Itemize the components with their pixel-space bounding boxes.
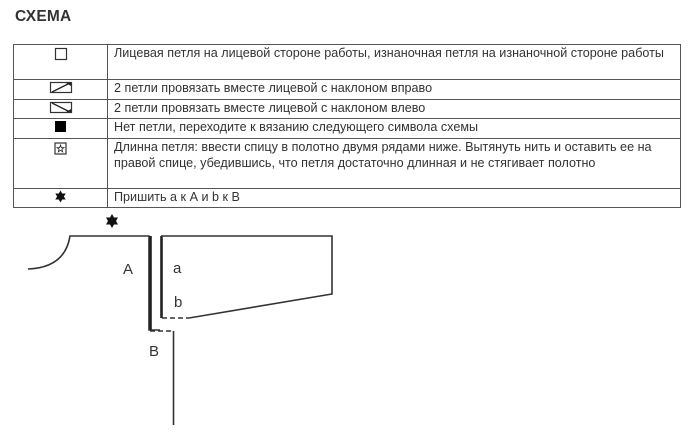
legend-text: Лицевая петля на лицевой стороне работы, изнаночная петля на изнаночной стороне работы	[108, 45, 681, 80]
legend-text: Нет петли, переходите к вязанию следующего символа схемы	[108, 119, 681, 139]
legend-symbol-cell	[14, 99, 108, 119]
six-point-star-icon	[54, 190, 67, 203]
star-in-square-icon	[54, 142, 67, 155]
legend-row	[14, 99, 681, 119]
legend-symbol-cell	[14, 45, 108, 80]
label-b: b	[174, 294, 183, 311]
six-point-star-icon	[106, 214, 118, 228]
legend-text: Пришить а к А и b к В	[108, 188, 681, 208]
assembly-diagram	[0, 205, 690, 442]
label-B: B	[149, 343, 160, 360]
legend-row	[14, 45, 681, 80]
legend-text: Длинна петля: ввести спицу в полотно двумя рядами ниже. Вытянуть нить и оставить ее на правой спице, убедившись, что петля достаточно длинная и не стягивает полотно	[108, 138, 681, 188]
legend-text: 2 петли провязать вместе лицевой с наклоном вправо	[108, 80, 681, 100]
label-a: a	[173, 260, 182, 277]
symbol-legend-table	[13, 44, 681, 208]
legend-row	[14, 119, 681, 139]
body-piece-outline	[28, 236, 160, 330]
k2tog-right-icon	[49, 81, 73, 94]
legend-symbol-cell	[14, 80, 108, 100]
legend-symbol-cell	[14, 119, 108, 139]
legend-row	[14, 138, 681, 188]
k2tog-left-icon	[49, 101, 73, 114]
legend-row	[14, 80, 681, 100]
square-filled-icon	[54, 120, 67, 133]
page-title: СХЕМА	[15, 8, 72, 25]
legend-text: 2 петли провязать вместе лицевой с наклоном влево	[108, 99, 681, 119]
square-empty-icon	[54, 47, 68, 61]
legend-symbol-cell	[14, 138, 108, 188]
sleeve-piece-outline	[161, 236, 332, 318]
label-A: A	[123, 261, 134, 278]
